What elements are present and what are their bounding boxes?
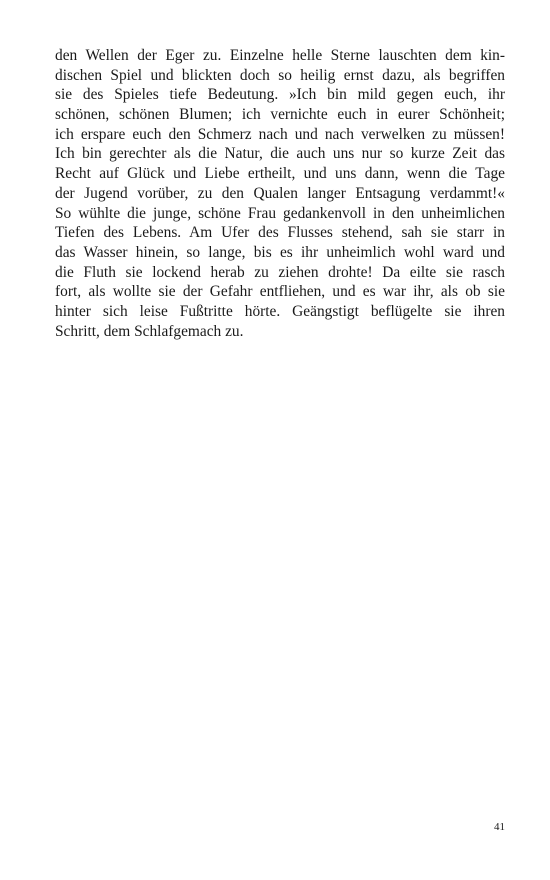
page-number: 41 <box>494 821 505 833</box>
text-line: ich erspare euch den Schmerz nach und nach verwelken zu müssen! <box>55 125 505 143</box>
text-line: der Jugend vorüber, zu den Qualen langer Entsagung verdammt!« <box>55 184 505 202</box>
text-line: Schritt, dem Schlafgemach zu. <box>55 322 244 340</box>
text-line: schönen, schönen Blumen; ich vernichte euch in eurer Schönheit; <box>55 106 505 124</box>
text-line: den Wellen der Eger zu. Einzelne helle Sterne lauschten dem kin- <box>55 47 505 64</box>
text-line: das Wasser hinein, so lange, bis es ihr unheimlich wohl ward und <box>55 243 505 261</box>
text-line: So wühlte die junge, schöne Frau gedankenvoll in den unheimlichen <box>55 204 505 222</box>
body-text <box>55 46 505 341</box>
text-line: die Fluth sie lockend herab zu ziehen drohte! Da eilte sie rasch <box>55 263 505 281</box>
text-line: Tiefen des Lebens. Am Ufer des Flusses stehend, sah sie starr in <box>55 224 505 242</box>
text-line: Ich bin gerechter als die Natur, die auch uns nur so kurze Zeit das <box>55 145 505 163</box>
text-line: sie des Spieles tiefe Bedeutung. »Ich bin mild gegen euch, ihr <box>55 86 505 104</box>
text-line: hinter sich leise Fußtritte hörte. Geängstigt beflügelte sie ihren <box>55 302 505 320</box>
text-line: dischen Spiel und blickten doch so heilig ernst dazu, als begriffen <box>55 66 505 84</box>
text-line: fort, als wollte sie der Gefahr entfliehen, und es war ihr, als ob sie <box>55 283 505 301</box>
text-line: Recht auf Glück und Liebe ertheilt, und uns dann, wenn die Tage <box>55 165 505 183</box>
